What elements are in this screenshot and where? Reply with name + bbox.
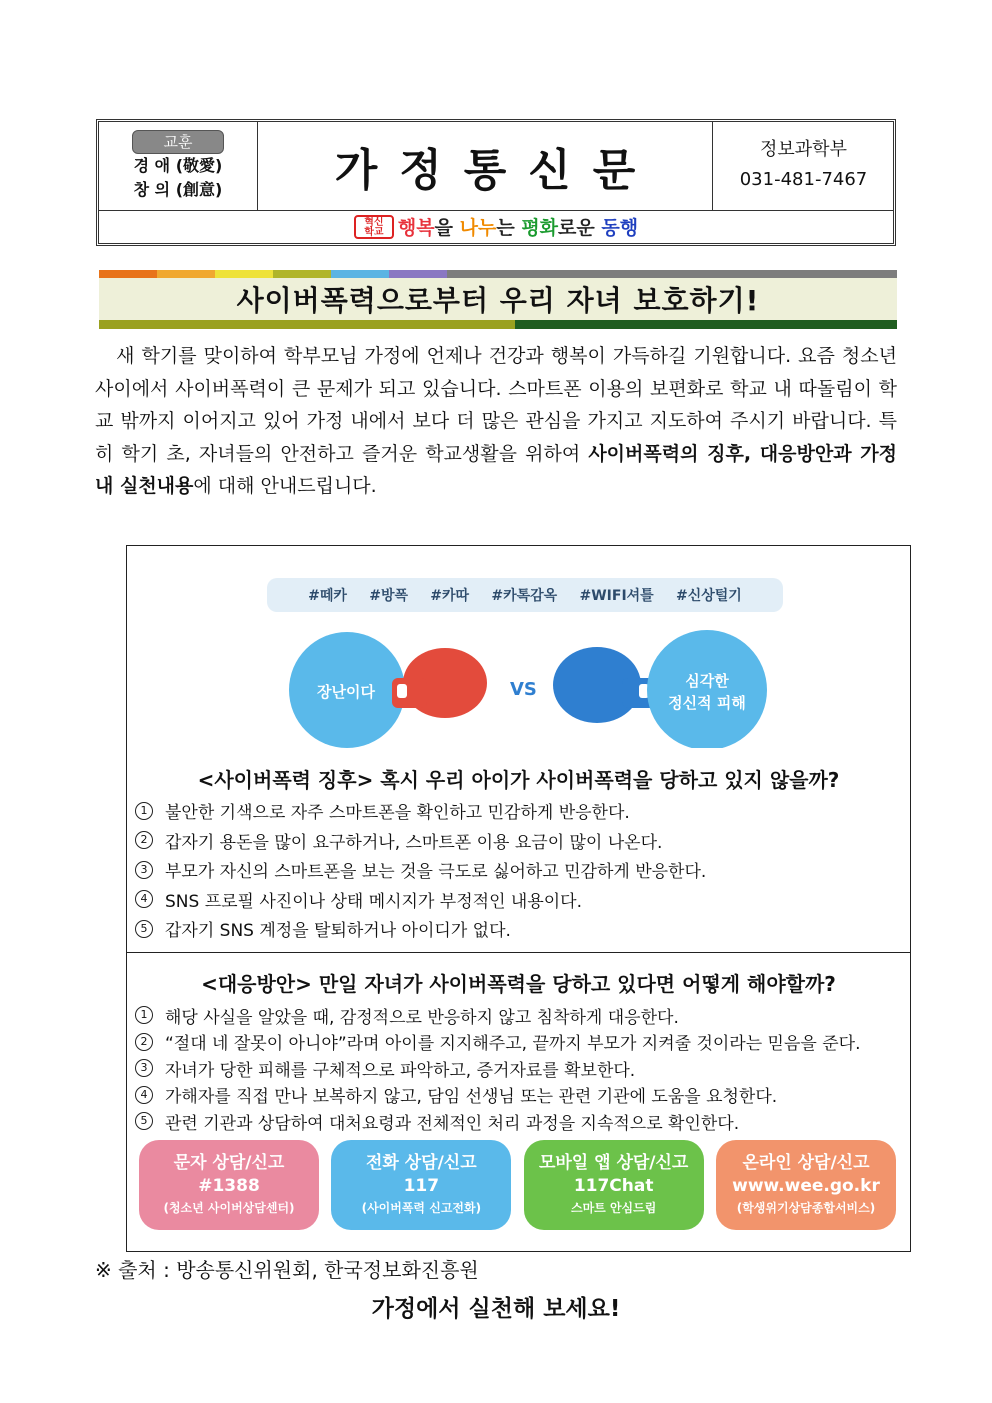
help-card-l2: 117Chat — [573, 1175, 654, 1196]
help-card-l2: #1388 — [198, 1175, 260, 1196]
intro-paragraph: 새 학기를 맞이하여 학부모님 가정에 언제나 건강과 행복이 가득하길 기원합니다. 요즘 청소년 사이에서 사이버폭력이 큰 문제가 되고 있습니다. 스마트폰 이용의 보편화로 학교 내 따돌림이 학교 밖까지 이어지고 있어 가정 내에서 보다 더 많은 관심을 가지고 지도하여 주시기 바랍니다. 특히 학기 초, 자녀들의 안전하고 즐거운 학교생활을 위하여 사이버폭력의 징후, 대응방안과 가정 내 실천내용에 대해 안내드립니다. — [95, 345, 898, 497]
response-title: <대응방안> 만일 자녀가 사이버폭력을 당하고 있다면 어떻게 해야할까? — [201, 972, 836, 996]
list-item-text: 갑자기 용돈을 많이 요구하거나, 스마트폰 이용 요금이 많이 나온다. — [165, 832, 663, 853]
source-note: ※ 출처 : 방송통신위원회, 한국정보화진흥원 — [95, 1258, 479, 1282]
help-card-l3: (학생위기상담종합서비스) — [736, 1200, 876, 1215]
help-card-l1: 전화 상담/신고 — [365, 1152, 477, 1173]
closing-message: 가정에서 실천해 보세요! — [371, 1296, 621, 1322]
vs-label: VS — [510, 679, 537, 700]
department-phone: 031-481-7467 — [739, 169, 868, 190]
motto-line-1: 경 애 (敬愛) — [133, 156, 223, 175]
help-card-l3: 스마트 안심드림 — [570, 1200, 657, 1215]
signs-title: <사이버폭력 징후> 혹시 우리 아이가 사이버폭력을 당하고 있지 않을까? — [197, 768, 840, 792]
help-card-l3: (청소년 사이버상담센터) — [163, 1200, 295, 1215]
help-card — [331, 1140, 511, 1230]
slogan-text — [398, 213, 638, 240]
motto-line-2: 창 의 (創意) — [133, 180, 223, 199]
list-item-text: 불안한 기색으로 자주 스마트폰을 확인하고 민감하게 반응한다. — [165, 803, 630, 824]
color-bar-segment — [389, 270, 447, 278]
left-label: 장난이다 — [317, 683, 375, 701]
list-item-text: 자녀가 당한 피해를 구체적으로 파악하고, 증거자료를 확보한다. — [165, 1060, 636, 1081]
hashtag-bar — [267, 578, 783, 612]
help-card — [716, 1140, 896, 1230]
help-card — [524, 1140, 704, 1230]
circled-number: 3 — [135, 861, 153, 879]
section-divider — [127, 952, 910, 953]
info-box — [126, 545, 911, 1252]
circled-number: 3 — [135, 1059, 153, 1077]
list-item — [135, 1002, 902, 1029]
hashtag: #신상털기 — [676, 588, 742, 604]
slogan-part: 는 — [496, 217, 522, 239]
hashtag: #카톡감옥 — [491, 588, 558, 604]
department-name: 정보과학부 — [760, 139, 847, 160]
circled-number: 5 — [135, 1112, 153, 1130]
headline: 사이버폭력으로부터 우리 자녀 보호하기! — [99, 278, 897, 320]
help-card-l1: 문자 상담/신고 — [173, 1152, 285, 1173]
help-card-l1: 모바일 앱 상담/신고 — [538, 1152, 689, 1173]
list-item — [135, 914, 902, 944]
circled-number: 1 — [135, 802, 153, 820]
slogan-part: 나누 — [459, 217, 497, 239]
list-item — [135, 1055, 902, 1082]
right-label-2: 정신적 피해 — [668, 694, 746, 712]
color-bar-segment — [273, 270, 331, 278]
circled-number: 4 — [135, 1086, 153, 1104]
circled-number: 2 — [135, 1033, 153, 1051]
hashtag: #떼카 — [308, 588, 347, 604]
list-item — [135, 826, 902, 856]
list-item-text: “절대 네 잘못이 아니야”라며 아이를 지지해주고, 끝까지 부모가 지켜줄 것이라는 믿음을 준다. — [165, 1034, 861, 1055]
newsletter-header — [96, 119, 896, 246]
help-cards — [139, 1140, 896, 1230]
color-bar-segment — [99, 320, 515, 329]
circled-number: 2 — [135, 831, 153, 849]
list-item-text: 가해자를 직접 만나 보복하지 않고, 담임 선생님 또는 관련 기관에 도움을 요청한다. — [165, 1087, 778, 1108]
slogan-part: 을 — [434, 217, 460, 239]
list-item-text: 해당 사실을 알았을 때, 감정적으로 반응하지 않고 침착하게 대응한다. — [165, 1007, 679, 1028]
school-motto — [99, 122, 258, 210]
help-card — [139, 1140, 319, 1230]
list-item — [135, 1108, 902, 1135]
hashtag: #카따 — [430, 588, 470, 604]
circled-number: 1 — [135, 1006, 153, 1024]
help-card-l2: 117 — [403, 1175, 440, 1196]
list-item — [135, 1082, 902, 1109]
slogan-part: 행복 — [397, 217, 435, 239]
slogan-part: 로운 — [558, 217, 602, 239]
intro-bold: 사이버폭력의 징후, 대응방안과 가정 내 실천내용 — [95, 442, 898, 497]
red-boxing-glove-icon — [392, 648, 487, 718]
color-bar-segment — [447, 270, 897, 278]
help-card-l3: (사이버폭력 신고전화) — [361, 1200, 482, 1215]
list-item-text: 부모가 자신의 스마트폰을 보는 것을 극도로 싫어하고 민감하게 반응한다. — [165, 862, 707, 883]
top-color-bar — [99, 270, 897, 278]
slogan-part: 동행 — [601, 217, 639, 239]
hashtag: #WIFI셔틀 — [579, 588, 654, 604]
help-card-l1: 온라인 상담/신고 — [742, 1152, 870, 1173]
newsletter-title: 가정통신문 — [258, 122, 713, 210]
innovation-school-logo: 혁신 학교 — [354, 215, 394, 239]
header-top-row — [99, 122, 893, 211]
school-slogan — [99, 210, 893, 243]
circled-number: 4 — [135, 890, 153, 908]
versus-illustration — [267, 628, 787, 748]
blue-boxing-glove-icon — [553, 647, 657, 723]
color-bar-segment — [157, 270, 215, 278]
color-bar-segment — [515, 320, 897, 329]
circled-number: 5 — [135, 920, 153, 938]
list-item — [135, 885, 902, 915]
hashtag: #방폭 — [369, 588, 408, 604]
list-item-text: SNS 프로필 사진이나 상태 메시지가 부정적인 내용이다. — [165, 891, 582, 912]
color-bar-segment — [331, 270, 389, 278]
slogan-part: 평화 — [521, 217, 559, 239]
signs-list — [135, 796, 902, 944]
list-item-text: 관련 기관과 상담하여 대처요령과 전체적인 처리 과정을 지속적으로 확인한다. — [165, 1113, 740, 1134]
help-card-l2: www.wee.go.kr — [732, 1175, 880, 1196]
list-item — [135, 1029, 902, 1056]
department-info — [714, 122, 893, 210]
color-bar-segment — [215, 270, 273, 278]
bottom-color-bar — [99, 320, 897, 329]
list-item-text: 갑자기 SNS 계정을 탈퇴하거나 아이디가 없다. — [165, 921, 511, 942]
motto-badge: 교훈 — [132, 130, 224, 154]
list-item — [135, 855, 902, 885]
right-label-1: 심각한 — [685, 672, 729, 690]
list-item — [135, 796, 902, 826]
color-bar-segment — [99, 270, 157, 278]
response-list — [135, 1002, 902, 1135]
